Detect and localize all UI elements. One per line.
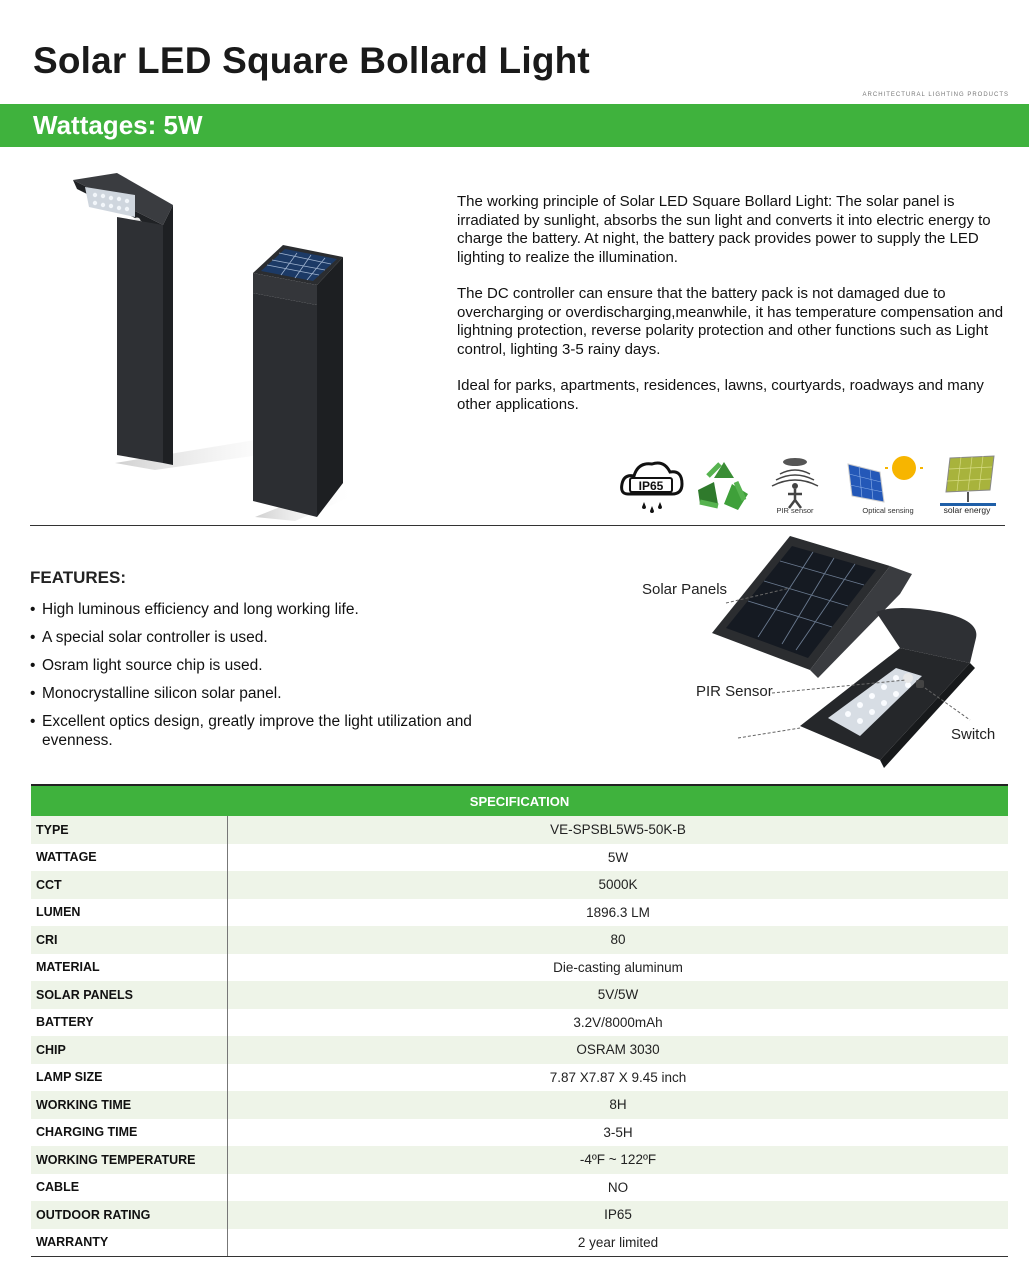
ip65-icon <box>622 463 682 513</box>
callout-solar-panels: Solar Panels <box>642 581 728 598</box>
spec-row <box>31 1146 1008 1174</box>
spec-key: CABLE <box>31 1174 228 1202</box>
features-list <box>30 600 510 759</box>
spec-row <box>31 954 1008 982</box>
spec-row <box>31 899 1008 927</box>
spec-value: 7.87 X7.87 X 9.45 inch <box>549 1069 687 1085</box>
optical-sensing-icon <box>848 452 923 515</box>
spec-row <box>31 1174 1008 1202</box>
feature-item: • A special solar controller is used. <box>30 628 510 647</box>
features-heading: FEATURES: <box>30 568 127 587</box>
solar-energy-icon <box>940 456 996 515</box>
pir-sensor-icon <box>772 458 818 515</box>
feature-icons-row <box>620 452 1005 522</box>
spec-row <box>31 816 1008 844</box>
spec-value: 3-5H <box>603 1124 633 1140</box>
wattage-label: Wattages: 5W <box>33 110 203 140</box>
spec-row <box>31 1009 1008 1037</box>
spec-value: 5W <box>607 849 629 865</box>
description-paragraph: The working principle of Solar LED Square Bollard Light: The solar panel is irradiated by sunlight, absorbs the sun light and converts it into electric energy to charge the battery. At night, the battery pack provides power to supply the LED lighting to realize the illumination. <box>457 193 991 266</box>
spec-value: IP65 <box>228 1201 1009 1229</box>
spec-value: Die-casting aluminum <box>553 959 683 975</box>
spec-value: OSRAM 3030 <box>228 1036 1009 1064</box>
pir-sensor-label: PIR sensor <box>776 506 814 515</box>
spec-value: 8H <box>228 1091 1009 1119</box>
spec-key: SOLAR PANELS <box>31 981 228 1009</box>
spec-key: LAMP SIZE <box>31 1064 228 1092</box>
feature-item: • Monocrystalline silicon solar panel. <box>30 684 510 703</box>
spec-value: NO <box>607 1179 629 1195</box>
spec-row <box>31 926 1008 954</box>
spec-row <box>31 1229 1008 1257</box>
ip65-label: IP65 <box>638 479 664 493</box>
spec-key: CHARGING TIME <box>31 1119 228 1147</box>
solar-energy-label: solar energy <box>943 505 991 515</box>
spec-value: 80 <box>228 926 1009 954</box>
spec-key: WORKING TEMPERATURE <box>31 1146 228 1174</box>
spec-value: 3.2V/8000mAh <box>573 1014 663 1030</box>
spec-key: CCT <box>31 871 228 899</box>
feature-item: • High luminous efficiency and long working life. <box>30 600 510 619</box>
callout-pir-sensor: PIR Sensor <box>696 683 773 700</box>
spec-value: VE-SPSBL5W5-50K-B <box>228 816 1009 844</box>
spec-key: OUTDOOR RATING <box>31 1201 228 1229</box>
spec-row <box>31 1119 1008 1147</box>
spec-row <box>31 1064 1008 1092</box>
product-image <box>55 165 375 525</box>
spec-value: -4ºF ~ 122ºF <box>228 1146 1009 1174</box>
optical-sensing-label: Optical sensing <box>862 506 914 515</box>
spec-key: CRI <box>31 926 228 954</box>
spec-value: 2 year limited <box>228 1229 1009 1257</box>
description-paragraph: Ideal for parks, apartments, residences, lawns, courtyards, roadways and many other applications. <box>457 377 984 413</box>
feature-item: • Excellent optics design, greatly improve the light utilization and evenness. <box>30 712 510 750</box>
product-description <box>457 193 1012 432</box>
spec-value: 5V/5W <box>228 981 1009 1009</box>
recycle-icon <box>698 462 748 510</box>
brand-tagline: ARCHITECTURAL LIGHTING PRODUCTS <box>862 92 1009 98</box>
specification-rows <box>31 816 1008 1257</box>
spec-key: LUMEN <box>31 899 228 927</box>
specification-table <box>31 784 1008 1257</box>
feature-item: • Osram light source chip is used. <box>30 656 510 675</box>
spec-row <box>31 871 1008 899</box>
specification-header: SPECIFICATION <box>31 785 1008 816</box>
callout-switch: Switch <box>951 726 996 743</box>
description-paragraph: The DC controller can ensure that the battery pack is not damaged due to overcharging or overdischarging,meanwhile, it has temperature compensation and lightning protection, reverse polarity protection and other functions such as Light control, lighting 3-5 rainy days. <box>457 285 1004 358</box>
spec-key: MATERIAL <box>31 954 228 982</box>
section-divider <box>30 525 1005 526</box>
spec-key: WORKING TIME <box>31 1091 228 1119</box>
spec-value: 5000K <box>228 871 1009 899</box>
spec-row <box>31 1201 1008 1229</box>
spec-key: WATTAGE <box>31 844 228 872</box>
spec-row <box>31 844 1008 872</box>
spec-key: CHIP <box>31 1036 228 1064</box>
page-title: Solar LED Square Bollard Light <box>33 40 590 81</box>
spec-row <box>31 1036 1008 1064</box>
spec-key: WARRANTY <box>31 1229 228 1257</box>
spec-key: BATTERY <box>31 1009 228 1037</box>
spec-value: 1896.3 LM <box>586 904 650 920</box>
spec-key: TYPE <box>31 816 228 844</box>
spec-row <box>31 981 1008 1009</box>
spec-row <box>31 1091 1008 1119</box>
